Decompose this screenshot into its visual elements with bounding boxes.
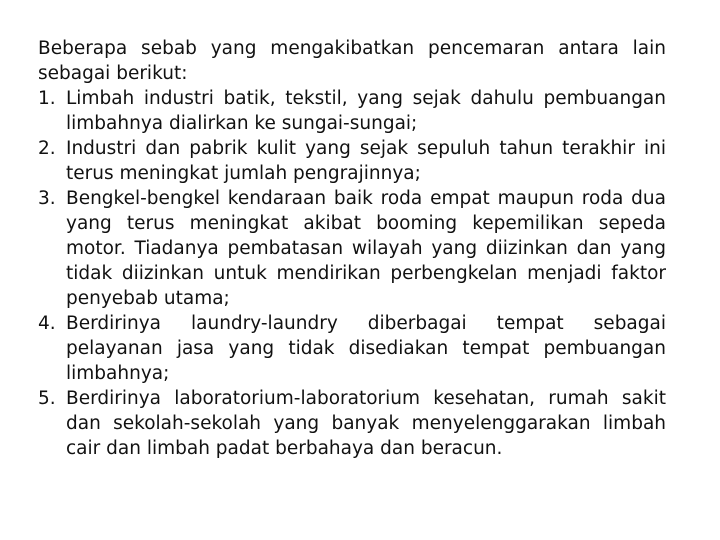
list-item-number: 3. (38, 188, 56, 209)
list-item (38, 311, 666, 386)
list-item (38, 386, 666, 461)
list-item-text: Limbah industri batik, tekstil, yang sejak dahulu pembuangan limbahnya dialirkan ke sungai-sungai; (66, 88, 666, 134)
list-item-text: Berdirinya laundry-laundry diberbagai tempat sebagai pelayanan jasa yang tidak disediakan tempat pembuangan limbahnya; (66, 313, 666, 384)
list-item-number: 1. (38, 88, 56, 109)
list-item (38, 186, 666, 311)
list-item-text: Industri dan pabrik kulit yang sejak sepuluh tahun terakhir ini terus meningkat jumlah pengrajinnya; (66, 138, 666, 184)
list-item-text: Berdirinya laboratorium-laboratorium kesehatan, rumah sakit dan sekolah-sekolah yang banyak menyelenggarakan limbah cair dan limbah padat berbahaya dan beracun. (66, 388, 666, 459)
slide-content (38, 36, 666, 461)
list-item-text: Bengkel-bengkel kendaraan baik roda empat maupun roda dua yang terus meningkat akibat booming kepemilikan sepeda motor. Tiadanya pembatasan wilayah yang diizinkan dan yang tidak diizinkan untuk mendirikan perbengkelan menjadi faktor penyebab utama; (66, 188, 666, 309)
list-item-number: 2. (38, 138, 56, 159)
list-item-number: 4. (38, 313, 56, 334)
list-item (38, 86, 666, 136)
list-item-number: 5. (38, 388, 56, 409)
list-item (38, 136, 666, 186)
cause-list (38, 86, 666, 461)
intro-text: Beberapa sebab yang mengakibatkan pencemaran antara lain sebagai berikut: (38, 38, 666, 84)
